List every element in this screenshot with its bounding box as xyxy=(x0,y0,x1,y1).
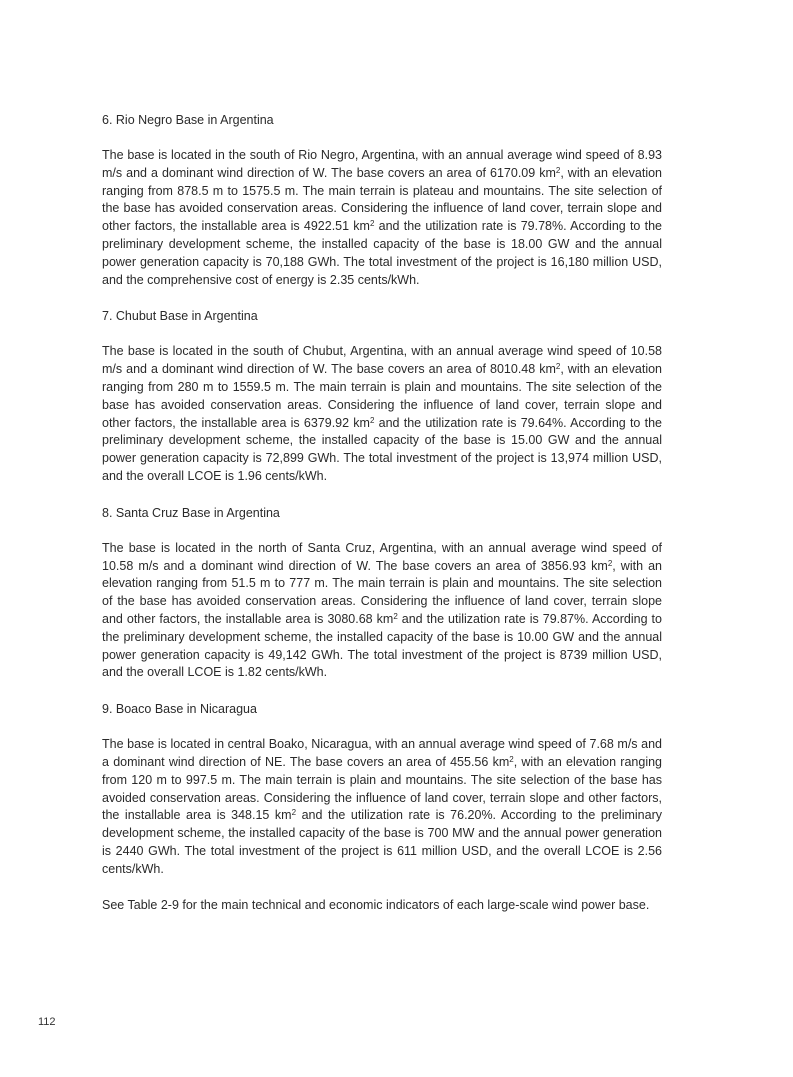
page-content xyxy=(102,111,662,932)
body-text: The base is located in the south of Rio Negro, Argentina, with an annual average wind speed of 8.93 m/s and a dominant wind direction of W. The base covers an area of 6170.09 km xyxy=(102,148,662,180)
body-text: , with an elevation ranging from 878.5 m to 1575.5 m. The main terrain is plateau and mountains. The site selection of the base has avoided conservation areas. Considering the influence of land cover, terrain slope and other factors, the installable area is 4922.51 km xyxy=(102,165,662,234)
body-text: and the utilization rate is 79.64%. According to the preliminary development scheme, the installed capacity of the base is 15.00 GW and the annual power generation capacity is 72,899 GWh. The total investment of the project is 13,974 million USD, and the overall LCOE is 1.96 cents/kWh. xyxy=(102,415,662,483)
section-heading-rio-negro: 6. Rio Negro Base in Argentina xyxy=(102,113,274,127)
superscript: 2 xyxy=(555,165,561,175)
section-heading-boaco: 9. Boaco Base in Nicaragua xyxy=(102,702,257,717)
section-body-boaco xyxy=(102,736,662,878)
body-text: , with an elevation ranging from 280 m to 1559.5 m. The main terrain is plain and mountains. The site selection of the base has avoided conservation areas. Considering the influence of land cover, terrain slope and other factors, the installable area is 6379.92 km xyxy=(102,362,662,430)
body-text: The base is located in the south of Chubut, Argentina, with an annual average wind speed of 10.58 m/s and a dominant wind direction of W. The base covers an area of 8010.48 km xyxy=(102,344,662,377)
superscript: 2 xyxy=(369,219,375,229)
superscript: 2 xyxy=(369,415,375,425)
superscript: 2 xyxy=(607,558,613,568)
section-body-santa-cruz xyxy=(102,540,662,682)
section-heading-santa-cruz: 8. Santa Cruz Base in Argentina xyxy=(102,505,280,520)
body-text: and the utilization rate is 79.87%. According to the preliminary development scheme, the installed capacity of the base is 10.00 GW and the annual power generation capacity is 49,142 GWh. The total investment of the project is 8739 million USD, and the overall LCOE is 1.82 cents/kWh. xyxy=(102,611,662,680)
body-text: and the utilization rate is 79.78%. According to the preliminary development scheme, the installed capacity of the base is 18.00 GW and the annual power generation capacity is 70,188 GWh. The total investment of the project is 16,180 million USD, and the comprehensive cost of energy is 2.35 cents/kWh. xyxy=(102,219,662,287)
body-text: , with an elevation ranging from 51.5 m to 777 m. The main terrain is plain and mountains. The site selection of the base has avoided conservation areas. Considering the influence of land cover, terrain slope and other factors, the installable area is 3080.68 km xyxy=(102,558,662,626)
section-body-chubut xyxy=(102,343,662,485)
page-number: 112 xyxy=(38,1016,56,1028)
superscript: 2 xyxy=(555,362,561,372)
superscript: 2 xyxy=(291,808,297,818)
body-text: The base is located in central Boako, Nicaragua, with an annual average wind speed of 7.68 m/s and a dominant wind direction of NE. The base covers an area of 455.56 km xyxy=(102,737,662,769)
body-text: , with an elevation ranging from 120 m to 997.5 m. The main terrain is plain and mountains. The site selection of the base has avoided conservation areas. Considering the influence of land cover, terrain slope and other factors, the installable area is 348.15 km xyxy=(102,754,663,823)
closing-paragraph: See Table 2-9 for the main technical and economic indicators of each large-scale wind power base. xyxy=(102,897,650,912)
body-text: and the utilization rate is 76.20%. According to the preliminary development scheme, the installed capacity of the base is 700 MW and the annual power generation is 2440 GWh. The total investment of the project is 611 million USD, and the overall LCOE is 2.56 cents/kWh. xyxy=(102,808,662,876)
superscript: 2 xyxy=(509,754,514,764)
section-heading-chubut: 7. Chubut Base in Argentina xyxy=(102,309,258,324)
section-body-rio-negro xyxy=(102,147,662,289)
superscript: 2 xyxy=(393,611,398,621)
body-text: The base is located in the north of Santa Cruz, Argentina, with an annual average wind speed of 10.58 m/s and a dominant wind direction of W. The base covers an area of 3856.93 km xyxy=(102,540,662,573)
